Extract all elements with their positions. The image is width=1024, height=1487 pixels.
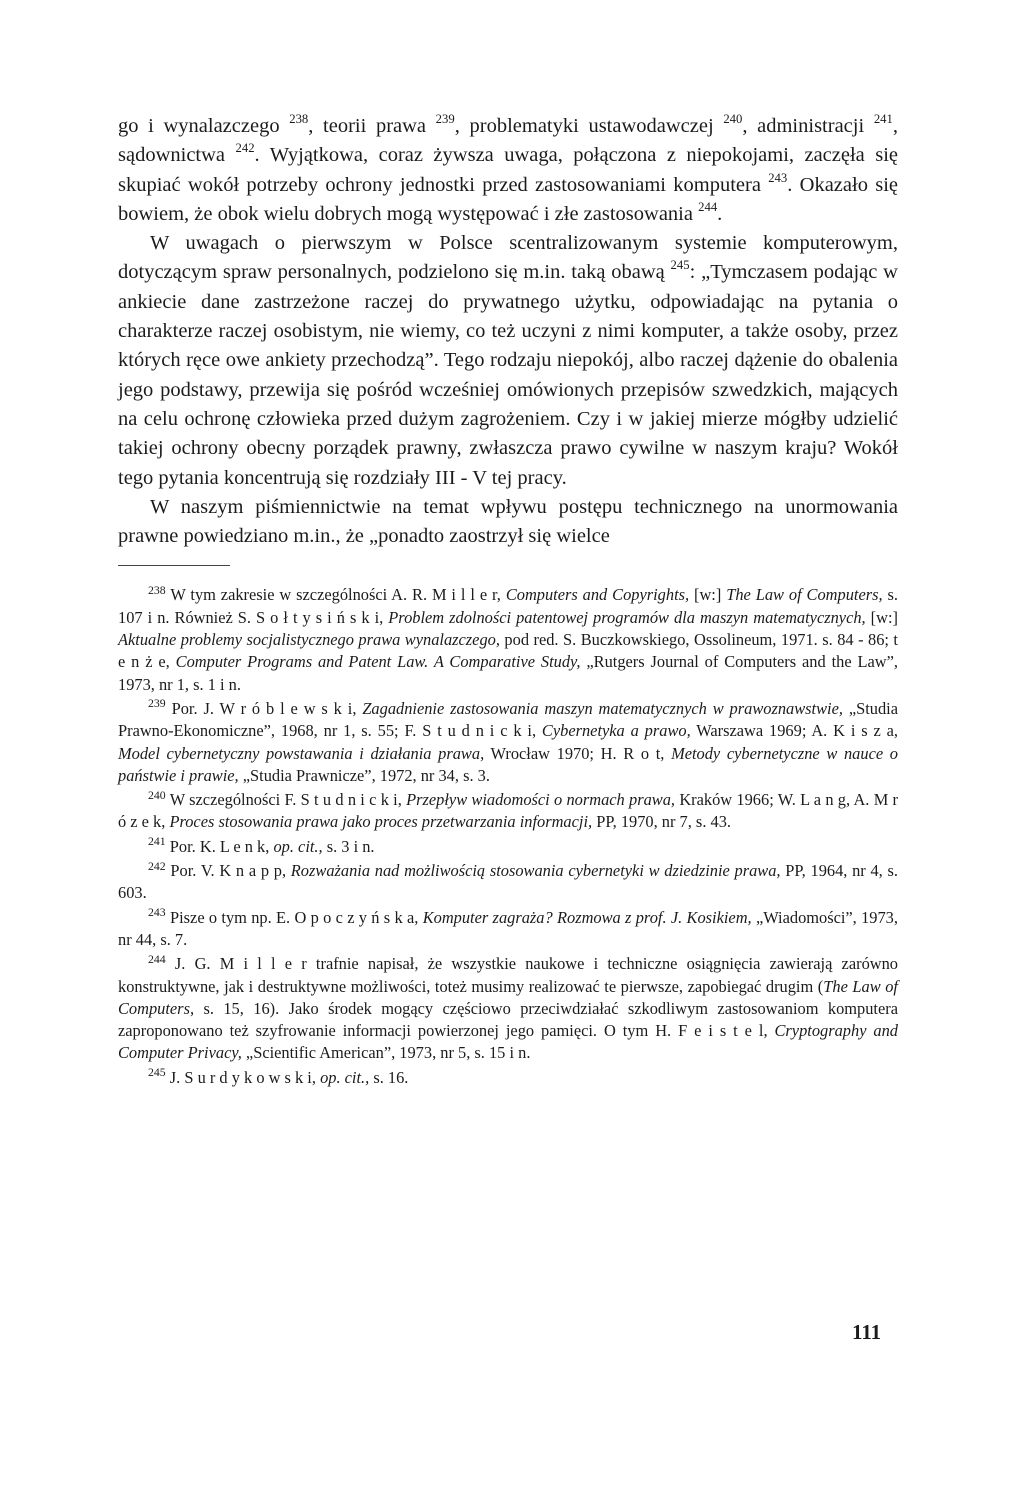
text-run: „Studia Prawnicze”, 1972, nr 34, s. 3. — [238, 765, 490, 785]
text-run: pod red. S. Buczkowskiego, Ossolineum, 1971. s. 84 - 86; t e n ż e, — [118, 630, 898, 672]
text-run: W uwagach o pierwszym w Polsce scentralizowanym systemie komputerowym, dotyczącym spraw personalnych, podzielono się m.in. taką obawą — [118, 232, 898, 284]
italic-title: Computers and Copyrights, — [505, 585, 690, 605]
italic-title: Cryptography and Computer Privacy, — [118, 1021, 898, 1063]
page-number: 111 — [852, 1320, 882, 1344]
text-run: , administracji — [742, 115, 874, 137]
paragraph-3: W naszym piśmiennictwie na temat wpływu postępu technicznego na unormowania prawne powiedziano m.in., że „ponadto zaostrzył się wielce — [118, 495, 898, 548]
text-run: J. G. M i l l e r trafnie napisał, że wszystkie naukowe i techniczne osiągnięcia zawierają zarówno konstruktywne, jak i destruktywne możliwości, toteż musimy realizować te pierwsze, zapobiegać drugim ( — [118, 954, 898, 996]
italic-title: Proces stosowania prawa jako proces przetwarzania informacji, — [169, 812, 593, 832]
italic-title: op. cit., — [320, 1067, 370, 1087]
footnote-240 — [118, 789, 898, 834]
text-run: [w:] — [689, 585, 727, 605]
text-run: , sądownictwa — [118, 115, 898, 167]
text-run: „Rutgers Journal of Computers and the Law”, 1973, nr 1, s. 1 i n. — [118, 652, 898, 694]
italic-title: Rozważania nad możliwością stosowania cybernetyki w dziedzinie prawa, — [290, 861, 781, 881]
text-run: PP, 1970, nr 7, s. 43. — [592, 812, 731, 832]
footnote-ref-240[interactable]: 240 — [723, 111, 743, 126]
italic-title: op. cit., — [273, 836, 323, 856]
text-run: s. 107 i n. Również S. S o ł t y s i ń s k i, — [118, 585, 898, 627]
footnote-241 — [118, 836, 898, 858]
text-run: s. 3 i n. — [322, 836, 375, 856]
text-run: PP, 1964, nr 4, s. 603. — [118, 861, 898, 903]
text-run: . Wyjątkowa, coraz żywsza uwaga, połączona z niepokojami, zaczęła się skupiać wokół potrzeby ochrony jednostki przed zastosowaniami komputera — [118, 144, 898, 196]
italic-title: The Law of Computers, — [726, 585, 883, 605]
text-run: , teorii prawa — [308, 115, 436, 137]
paragraph-1 — [118, 112, 898, 229]
text-run: , problematyki ustawodawczej — [454, 115, 724, 137]
italic-title: The Law of Computers, — [118, 976, 898, 1018]
paragraph-2 — [118, 229, 898, 493]
italic-title: Problem zdolności patentowej programów dla maszyn matematycznych, — [388, 607, 866, 627]
footnote-ref-242[interactable]: 242 — [235, 141, 255, 156]
footnote-243 — [118, 907, 898, 952]
footnote-238 — [118, 584, 898, 695]
footnote-number: 239 — [148, 696, 166, 711]
text-run: Kraków 1966; W. L a n g, A. M r ó z e k, — [118, 790, 899, 832]
footnote-number: 240 — [148, 787, 166, 802]
footnote-number: 245 — [148, 1065, 166, 1080]
text-run: Por. J. W r ó b l e w s k i, — [165, 698, 363, 718]
text-run: W tym zakresie w szczególności A. R. M i l l e r, — [165, 585, 506, 605]
text-run: : „Tymczasem podając w ankiecie dane zastrzeżone raczej do prywatnego użytku, odpowiadając na pytania o charakterze raczej osobistym, nie wiemy, co też uczyni z nimi komputer, a także osoby, przez których ręce owe ankiety przechodzą”. Tego rodzaju niepokój, albo raczej dążenie do obalenia jego podstawy, przewija się pośród wcześniej omówionych przepisów szwedzkich, mających na celu ochronę człowieka przed dużym zagrożeniem. Czy i w jakiej mierze mógłby udzielić takiej ochrony obecny porządek prawny, zwłaszcza prawo cywilne w naszym kraju? Wokół tego pytania koncentrują się rozdziały III - V tej pracy. — [118, 261, 898, 489]
text-run: Warszawa 1969; A. K i s z a, — [690, 721, 898, 741]
italic-title: Zagadnienie zastosowania maszyn matematycznych w prawoznawstwie, — [362, 698, 843, 718]
text-run: . Okazało się bowiem, że obok wielu dobrych mogą występować i złe zastosowania — [118, 173, 898, 225]
text-run: [w:] — [865, 607, 898, 627]
footnote-ref-243[interactable]: 243 — [768, 170, 788, 185]
text-run: Pisze o tym np. E. O p o c z y ń s k a, — [165, 907, 423, 927]
italic-title: Metody cybernetyczne w nauce o państwie i prawie, — [118, 743, 898, 785]
text-run: s. 15, 16). Jako środek mogący częściowo przeciwdziałać szkodliwym zastosowaniom komputera zaproponowano też szyfrowanie informacji powierzonej jego pamięci. O tym H. F e i s t e l, — [118, 998, 898, 1041]
italic-title: Aktualne problemy socjalistycznego prawa wynalazczego, — [118, 630, 500, 650]
footnotes — [118, 584, 898, 1089]
footnote-ref-239[interactable]: 239 — [435, 111, 455, 126]
footnote-ref-241[interactable]: 241 — [873, 111, 893, 126]
text-run: Por. V. K n a p p, — [165, 861, 291, 881]
text-run: „Studia Prawno-Ekonomiczne”, 1968, nr 1, s. 55; F. S t u d n i c k i, — [118, 698, 899, 741]
footnote-number: 242 — [148, 858, 166, 873]
italic-title: Computer Programs and Patent Law. A Comparative Study, — [175, 652, 581, 672]
footnote-ref-244[interactable]: 244 — [698, 199, 718, 214]
italic-title: Cybernetyka a prawo, — [541, 721, 691, 741]
text-run: Wrocław 1970; H. R o t, — [484, 743, 672, 763]
footnote-244 — [118, 953, 898, 1064]
footnote-ref-245[interactable]: 245 — [670, 258, 690, 273]
text-run: . — [717, 202, 723, 225]
text-run: „Wiadomości”, 1973, nr 44, s. 7. — [118, 907, 898, 949]
text-run: J. S u r d y k o w s k i, — [165, 1067, 321, 1087]
page-content — [118, 112, 898, 1091]
footnote-number: 238 — [148, 582, 166, 597]
main-text — [118, 112, 898, 551]
italic-title: Przepływ wiadomości o normach prawa, — [406, 790, 676, 810]
footnote-number: 241 — [148, 834, 166, 849]
footnote-divider — [118, 565, 230, 566]
italic-title: Model cybernetyczny powstawania i działania prawa, — [118, 743, 485, 763]
footnote-number: 243 — [148, 905, 166, 920]
footnote-245 — [118, 1067, 898, 1089]
text-run: W szczególności F. S t u d n i c k i, — [165, 790, 407, 810]
footnote-239 — [118, 698, 898, 787]
footnote-ref-238[interactable]: 238 — [289, 111, 309, 126]
footnote-242 — [118, 860, 898, 905]
text-run: go i wynalazczego — [118, 115, 290, 137]
footnote-number: 244 — [148, 951, 166, 966]
text-run: „Scientific American”, 1973, nr 5, s. 15 i n. — [241, 1043, 531, 1063]
text-run: Por. K. L e n k, — [165, 836, 274, 856]
text-run: s. 16. — [369, 1067, 409, 1087]
italic-title: Komputer zagraża? Rozmowa z prof. J. Kosikiem, — [422, 907, 752, 927]
